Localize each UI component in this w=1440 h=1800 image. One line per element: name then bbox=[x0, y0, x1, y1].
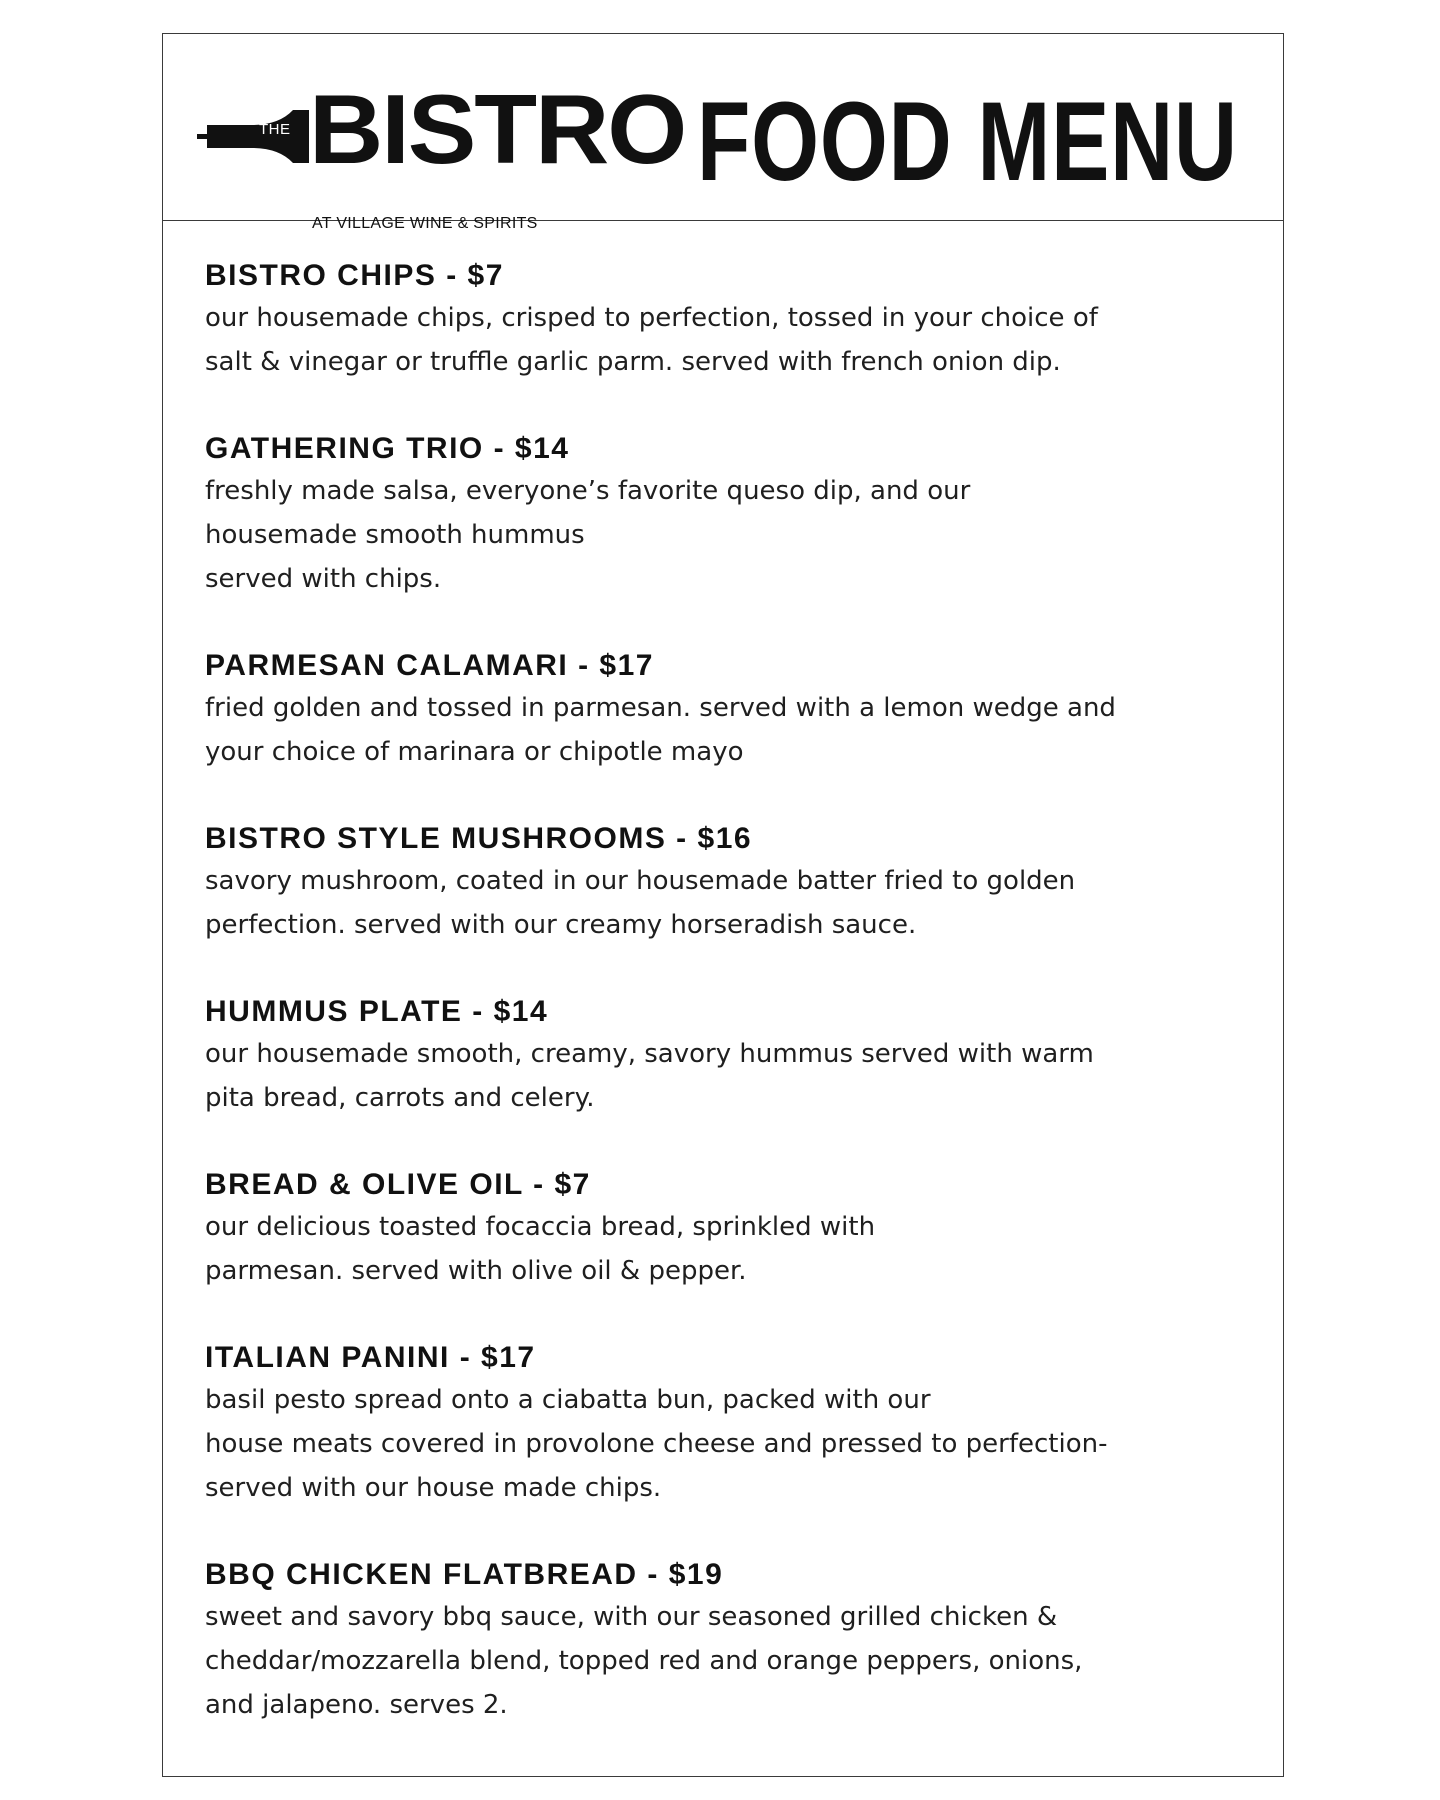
menu-item-description-line: basil pesto spread onto a ciabatta bun, packed with our bbox=[205, 1385, 931, 1415]
page-title: FOOD MENU bbox=[697, 79, 1238, 204]
menu-item bbox=[205, 1165, 1245, 1293]
menu-item bbox=[205, 429, 1245, 601]
menu-item-description-line: your choice of marinara or chipotle mayo bbox=[205, 737, 744, 767]
menu-item bbox=[205, 992, 1245, 1120]
menu-item-title: BREAD & OLIVE OIL - $7 bbox=[205, 1168, 591, 1201]
menu-item-description-line: house meats covered in provolone cheese and pressed to perfection- bbox=[205, 1429, 1108, 1459]
menu-item-description-line: served with chips. bbox=[205, 564, 442, 594]
menu-item-description-line: our delicious toasted focaccia bread, sprinkled with bbox=[205, 1212, 876, 1242]
menu-item-title: BISTRO CHIPS - $7 bbox=[205, 259, 504, 292]
menu-item bbox=[205, 1338, 1245, 1510]
menu-item bbox=[205, 1555, 1245, 1727]
menu-item-title: BBQ CHICKEN FLATBREAD - $19 bbox=[205, 1558, 724, 1591]
menu-header bbox=[163, 34, 1283, 232]
menu-item-title: BISTRO STYLE MUSHROOMS - $16 bbox=[205, 822, 753, 855]
menu-item-description-line: salt & vinegar or truffle garlic parm. served with french onion dip. bbox=[205, 347, 1061, 377]
menu-item bbox=[205, 646, 1245, 774]
bistro-logo bbox=[197, 74, 686, 232]
menu-item-description-line: and jalapeno. serves 2. bbox=[205, 1690, 508, 1720]
logo-tagline: AT VILLAGE WINE & SPIRITS bbox=[312, 215, 538, 232]
menu-item-description-line: housemade smooth hummus bbox=[205, 520, 585, 550]
menu-item-description-line: fried golden and tossed in parmesan. served with a lemon wedge and bbox=[205, 693, 1116, 723]
menu-item-description-line: pita bread, carrots and celery. bbox=[205, 1083, 595, 1113]
menu-item-description-line: our housemade chips, crisped to perfection, tossed in your choice of bbox=[205, 303, 1098, 333]
menu-frame bbox=[162, 33, 1284, 1777]
menu-item-description-line: perfection. served with our creamy horseradish sauce. bbox=[205, 910, 917, 940]
menu-item-title: HUMMUS PLATE - $14 bbox=[205, 995, 549, 1028]
menu-item-description-line: cheddar/mozzarella blend, topped red and orange peppers, onions, bbox=[205, 1646, 1083, 1676]
menu-item bbox=[205, 819, 1245, 947]
menu-item-description-line: served with our house made chips. bbox=[205, 1473, 662, 1503]
menu-item-description-line: freshly made salsa, everyone’s favorite queso dip, and our bbox=[205, 476, 971, 506]
menu-item-title: GATHERING TRIO - $14 bbox=[205, 432, 570, 465]
menu-items bbox=[205, 256, 1245, 1772]
menu-item-title: ITALIAN PANINI - $17 bbox=[205, 1341, 536, 1374]
menu-item-title: PARMESAN CALAMARI - $17 bbox=[205, 649, 654, 682]
menu-item-description-line: our housemade smooth, creamy, savory hummus served with warm bbox=[205, 1039, 1094, 1069]
menu-item-description-line: sweet and savory bbq sauce, with our seasoned grilled chicken & bbox=[205, 1602, 1058, 1632]
logo-name: BISTRO bbox=[309, 74, 686, 184]
logo-prefix: THE bbox=[259, 121, 291, 138]
menu-item bbox=[205, 256, 1245, 384]
menu-item-description-line: savory mushroom, coated in our housemade batter fried to golden bbox=[205, 866, 1076, 896]
menu-item-description-line: parmesan. served with olive oil & pepper. bbox=[205, 1256, 747, 1286]
